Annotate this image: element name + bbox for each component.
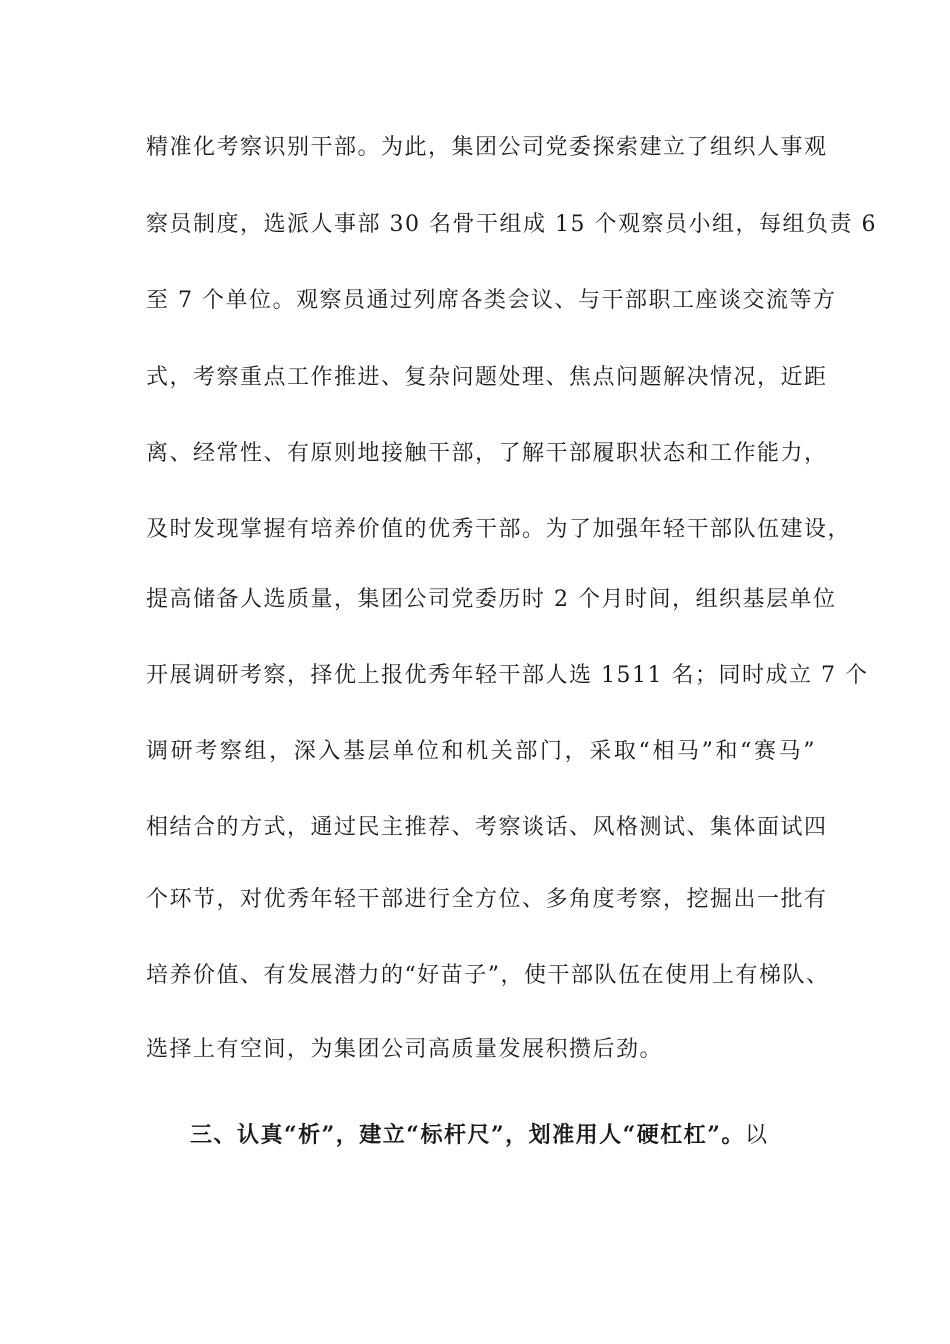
paragraph-line: 式，考察重点工作推进、复杂问题处理、焦点问题解决情况，近距	[146, 365, 828, 390]
section-heading-continuation: 以	[744, 1123, 769, 1148]
paragraph-line: 提高储备人选质量，集团公司党委历时 2 个月时间，组织基层单位	[146, 587, 837, 612]
paragraph-line: 精准化考察识别干部。为此，集团公司党委探索建立了组织人事观	[146, 135, 828, 160]
paragraph-line-last: 选择上有空间，为集团公司高质量发展积攒后劲。	[146, 1037, 664, 1062]
paragraph-line: 相结合的方式，通过民主推荐、考察谈话、风格测试、集体面试四	[146, 815, 828, 840]
paragraph-line: 察员制度，选派人事部 30 名骨干组成 15 个观察员小组，每组负责 6	[146, 212, 877, 237]
section-heading-bold: 三、认真“析”，建立“标杆尺”，划准用人“硬杠杠”。	[190, 1122, 745, 1148]
paragraph-line: 开展调研考察，择优上报优秀年轻干部人选 1511 名；同时成立 7 个	[146, 663, 869, 688]
paragraph-line: 调研考察组，深入基层单位和机关部门，采取“相马”和“赛马”	[146, 739, 816, 764]
paragraph-line: 离、经常性、有原则地接触干部，了解干部履职状态和工作能力，	[146, 441, 828, 466]
section-heading	[190, 1120, 790, 1151]
paragraph-line: 培养价值、有发展潜力的“好苗子”，使干部队伍在使用上有梯队、	[146, 963, 830, 988]
paragraph-line: 及时发现掌握有培养价值的优秀干部。为了加强年轻干部队伍建设，	[146, 517, 852, 542]
paragraph-line: 至 7 个单位。观察员通过列席各类会议、与干部职工座谈交流等方	[146, 288, 837, 313]
paragraph-line: 个环节，对优秀年轻干部进行全方位、多角度考察，挖掘出一批有	[146, 887, 828, 912]
